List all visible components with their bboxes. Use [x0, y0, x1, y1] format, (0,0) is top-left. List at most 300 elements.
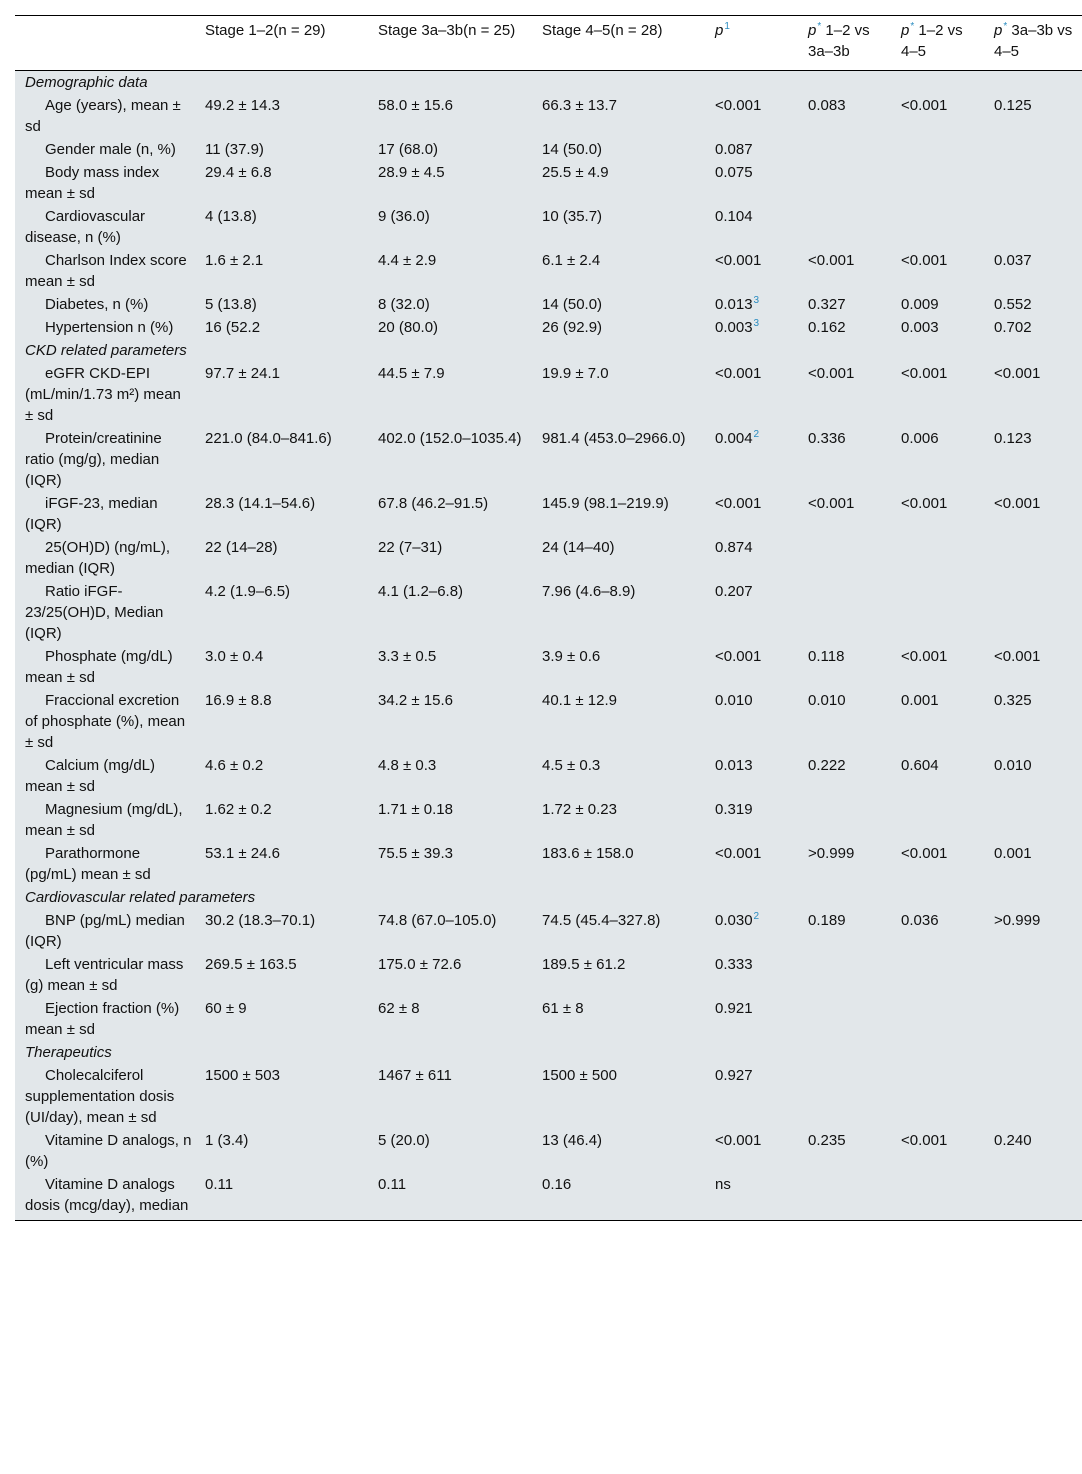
p-value-cell: [709, 953, 802, 997]
p-symbol: p: [715, 22, 724, 39]
cell-value: 0.604: [901, 757, 939, 774]
p-1-2-vs-3a-3b-cell: [802, 1064, 895, 1129]
row-label-text: Magnesium (mg/dL), mean ± sd: [25, 801, 183, 839]
cell-value: 66.3 ± 13.7: [542, 97, 617, 114]
footnote-marker: 2: [753, 429, 760, 440]
cell-value: 13 (46.4): [542, 1132, 603, 1149]
stage-3a-3b-cell: [372, 161, 536, 205]
row-label-text: Charlson Index score mean ± sd: [25, 252, 187, 290]
stage-1-2-cell: [199, 205, 372, 249]
table-row: [15, 689, 1082, 754]
cell-value: 0.013: [715, 296, 753, 313]
stage-1-2-cell: [199, 249, 372, 293]
cell-value: 25.5 ± 4.9: [542, 164, 609, 181]
p-1-2-vs-4-5-cell: [895, 909, 988, 953]
stage-4-5-cell: [536, 536, 709, 580]
cell-value: 53.1 ± 24.6: [205, 845, 280, 862]
row-label-text: Left ventricular mass (g) mean ± sd: [25, 956, 184, 994]
p-1-2-vs-4-5-cell: [895, 536, 988, 580]
cell-value: 17 (68.0): [378, 141, 439, 158]
p-1-2-vs-3a-3b-cell: [802, 138, 895, 161]
stage-3a-3b-cell: [372, 293, 536, 316]
p-1-2-vs-4-5-cell: [895, 249, 988, 293]
p-1-2-vs-3a-3b-cell: [802, 997, 895, 1041]
stage-4-5-cell: [536, 953, 709, 997]
stage-1-2-cell: [199, 427, 372, 492]
p-1-2-vs-3a-3b-cell: [802, 316, 895, 339]
stage-1-2-cell: [199, 1064, 372, 1129]
table-row: [15, 138, 1082, 161]
row-label-text: Vitamine D analogs, n (%): [25, 1132, 192, 1170]
cell-value: 0.118: [808, 648, 845, 665]
cell-value: 1.62 ± 0.2: [205, 801, 272, 818]
cell-value: 0.030: [715, 912, 753, 929]
p-value-cell: [709, 1173, 802, 1221]
p-1-2-vs-4-5-cell: [895, 689, 988, 754]
p-3a-3b-vs-4-5-cell: [988, 997, 1082, 1041]
cell-value: <0.001: [715, 495, 762, 512]
stage-3a-3b-cell: [372, 754, 536, 798]
stage-3a-3b-cell: [372, 580, 536, 645]
p-1-2-vs-4-5-cell: [895, 205, 988, 249]
p-value-cell: [709, 249, 802, 293]
row-label-text: Vitamine D analogs dosis (mcg/day), median: [25, 1176, 189, 1214]
stage-1-2-cell: [199, 138, 372, 161]
p-symbol: p: [994, 22, 1003, 39]
cell-value: 0.003: [715, 319, 753, 336]
cell-value: 4.1 (1.2–6.8): [378, 583, 464, 600]
p-3a-3b-vs-4-5-cell: [988, 249, 1082, 293]
stage-3a-3b-cell: [372, 249, 536, 293]
stage-1-2-cell: [199, 1129, 372, 1173]
row-label-text: 25(OH)D) (ng/mL), median (IQR): [25, 539, 171, 577]
column-header-text: Stage 3a–3b(n = 25): [378, 22, 516, 39]
cell-value: 4.5 ± 0.3: [542, 757, 601, 774]
cell-value: 0.325: [994, 692, 1032, 709]
cell-value: 183.6 ± 158.0: [542, 845, 634, 862]
cell-value: 0.010: [808, 692, 846, 709]
p-value-cell: [709, 997, 802, 1041]
cell-value: 0.552: [994, 296, 1032, 313]
p-3a-3b-vs-4-5-cell: [988, 1173, 1082, 1221]
footnote-marker: 2: [753, 911, 760, 922]
cell-value: 11 (37.9): [205, 141, 264, 158]
stage-3a-3b-cell: [372, 798, 536, 842]
row-label: [15, 997, 199, 1041]
row-label: [15, 645, 199, 689]
cell-value: 0.702: [994, 319, 1032, 336]
column-header-1: [199, 16, 372, 71]
cell-value: 60 ± 9: [205, 1000, 247, 1017]
column-header-5: [802, 16, 895, 71]
cell-value: 0.189: [808, 912, 846, 929]
p-3a-3b-vs-4-5-cell: [988, 689, 1082, 754]
cell-value: 14 (50.0): [542, 296, 603, 313]
cell-value: 26 (92.9): [542, 319, 603, 336]
p-3a-3b-vs-4-5-cell: [988, 580, 1082, 645]
cell-value: 0.123: [994, 430, 1032, 447]
p-value-cell: [709, 798, 802, 842]
cell-value: 16 (52.2: [205, 319, 261, 336]
row-label-text: Calcium (mg/dL) mean ± sd: [25, 757, 156, 795]
p-value-cell: [709, 427, 802, 492]
row-label: [15, 580, 199, 645]
p-1-2-vs-3a-3b-cell: [802, 798, 895, 842]
cell-value: <0.001: [715, 365, 762, 382]
stage-4-5-cell: [536, 580, 709, 645]
p-1-2-vs-3a-3b-cell: [802, 754, 895, 798]
stage-4-5-cell: [536, 1173, 709, 1221]
row-label: [15, 1173, 199, 1221]
cell-value: 221.0 (84.0–841.6): [205, 430, 332, 447]
cell-value: 4.6 ± 0.2: [205, 757, 264, 774]
cell-value: 67.8 (46.2–91.5): [378, 495, 489, 512]
cell-value: >0.999: [808, 845, 855, 862]
cell-value: <0.001: [901, 648, 948, 665]
p-3a-3b-vs-4-5-cell: [988, 842, 1082, 886]
stage-4-5-cell: [536, 645, 709, 689]
footnote-marker: *: [1003, 21, 1008, 32]
cell-value: 0.001: [994, 845, 1032, 862]
stage-4-5-cell: [536, 293, 709, 316]
cell-value: 0.319: [715, 801, 753, 818]
section-heading: Cardiovascular related parameters: [25, 889, 256, 906]
stage-4-5-cell: [536, 1064, 709, 1129]
table-row: [15, 1129, 1082, 1173]
cell-value: 0.336: [808, 430, 846, 447]
stage-4-5-cell: [536, 997, 709, 1041]
stage-1-2-cell: [199, 316, 372, 339]
stage-3a-3b-cell: [372, 645, 536, 689]
cell-value: 0.240: [994, 1132, 1032, 1149]
stage-3a-3b-cell: [372, 362, 536, 427]
cell-value: 34.2 ± 15.6: [378, 692, 453, 709]
stage-3a-3b-cell: [372, 94, 536, 138]
row-label-text: Parathormone (pg/mL) mean ± sd: [25, 845, 151, 883]
cell-value: 28.9 ± 4.5: [378, 164, 445, 181]
p-1-2-vs-4-5-cell: [895, 645, 988, 689]
p-3a-3b-vs-4-5-cell: [988, 362, 1082, 427]
results-table: [15, 15, 1082, 1221]
cell-value: 0.003: [901, 319, 939, 336]
p-value-cell: [709, 362, 802, 427]
p-1-2-vs-4-5-cell: [895, 1173, 988, 1221]
table-row: [15, 161, 1082, 205]
stage-1-2-cell: [199, 997, 372, 1041]
stage-3a-3b-cell: [372, 689, 536, 754]
cell-value: 0.087: [715, 141, 753, 158]
p-1-2-vs-3a-3b-cell: [802, 909, 895, 953]
stage-3a-3b-cell: [372, 953, 536, 997]
p-value-cell: [709, 689, 802, 754]
cell-value: 7.96 (4.6–8.9): [542, 583, 636, 600]
column-header-7: [988, 16, 1082, 71]
cell-value: 0.004: [715, 430, 753, 447]
p-1-2-vs-3a-3b-cell: [802, 94, 895, 138]
p-value-cell: [709, 1064, 802, 1129]
p-3a-3b-vs-4-5-cell: [988, 536, 1082, 580]
stage-1-2-cell: [199, 754, 372, 798]
cell-value: 981.4 (453.0–2966.0): [542, 430, 686, 447]
cell-value: 1.71 ± 0.18: [378, 801, 453, 818]
table-row: [15, 997, 1082, 1041]
row-label-text: Ejection fraction (%) mean ± sd: [25, 1000, 180, 1038]
cell-value: 0.11: [205, 1176, 234, 1193]
row-label-text: Body mass index mean ± sd: [25, 164, 160, 202]
p-3a-3b-vs-4-5-cell: [988, 94, 1082, 138]
p-1-2-vs-4-5-cell: [895, 293, 988, 316]
p-value-cell: [709, 138, 802, 161]
cell-value: 10 (35.7): [542, 208, 603, 225]
cell-value: 269.5 ± 163.5: [205, 956, 297, 973]
cell-value: 3.0 ± 0.4: [205, 648, 264, 665]
table-row: [15, 316, 1082, 339]
p-1-2-vs-3a-3b-cell: [802, 427, 895, 492]
table-row: [15, 205, 1082, 249]
p-value-cell: [709, 94, 802, 138]
cell-value: 1500 ± 500: [542, 1067, 617, 1084]
cell-value: <0.001: [715, 97, 762, 114]
cell-value: 0.125: [994, 97, 1032, 114]
p-value-cell: [709, 645, 802, 689]
stage-4-5-cell: [536, 362, 709, 427]
cell-value: 28.3 (14.1–54.6): [205, 495, 316, 512]
table-row: [15, 754, 1082, 798]
p-1-2-vs-4-5-cell: [895, 492, 988, 536]
p-1-2-vs-3a-3b-cell: [802, 492, 895, 536]
cell-value: 6.1 ± 2.4: [542, 252, 601, 269]
p-symbol: p: [901, 22, 910, 39]
row-label: [15, 205, 199, 249]
cell-value: <0.001: [901, 495, 948, 512]
row-label-text: iFGF-23, median (IQR): [25, 495, 158, 533]
row-label: [15, 362, 199, 427]
stage-4-5-cell: [536, 798, 709, 842]
p-3a-3b-vs-4-5-cell: [988, 645, 1082, 689]
column-header-text: 1–2 vs 4–5: [901, 22, 963, 60]
table-row: [15, 362, 1082, 427]
row-label: [15, 138, 199, 161]
p-value-cell: [709, 536, 802, 580]
p-3a-3b-vs-4-5-cell: [988, 316, 1082, 339]
stage-4-5-cell: [536, 94, 709, 138]
cell-value: 0.001: [901, 692, 939, 709]
p-value-cell: [709, 316, 802, 339]
cell-value: 1500 ± 503: [205, 1067, 280, 1084]
stage-1-2-cell: [199, 798, 372, 842]
row-label: [15, 249, 199, 293]
stage-1-2-cell: [199, 580, 372, 645]
footnote-marker: 1: [724, 21, 730, 32]
cell-value: 4.2 (1.9–6.5): [205, 583, 291, 600]
table-row: [15, 645, 1082, 689]
cell-value: 0.083: [808, 97, 846, 114]
p-3a-3b-vs-4-5-cell: [988, 953, 1082, 997]
p-1-2-vs-3a-3b-cell: [802, 842, 895, 886]
cell-value: 0.874: [715, 539, 753, 556]
stage-1-2-cell: [199, 536, 372, 580]
row-label: [15, 754, 199, 798]
p-1-2-vs-4-5-cell: [895, 842, 988, 886]
stage-3a-3b-cell: [372, 492, 536, 536]
p-1-2-vs-3a-3b-cell: [802, 205, 895, 249]
cell-value: 75.5 ± 39.3: [378, 845, 453, 862]
footnote-marker: *: [910, 21, 915, 32]
cell-value: <0.001: [901, 252, 948, 269]
cell-value: <0.001: [901, 97, 948, 114]
p-value-cell: [709, 842, 802, 886]
cell-value: 40.1 ± 12.9: [542, 692, 617, 709]
cell-value: 3.3 ± 0.5: [378, 648, 437, 665]
p-1-2-vs-4-5-cell: [895, 427, 988, 492]
p-1-2-vs-4-5-cell: [895, 997, 988, 1041]
stage-3a-3b-cell: [372, 1129, 536, 1173]
p-value-cell: [709, 205, 802, 249]
cell-value: 145.9 (98.1–219.9): [542, 495, 669, 512]
cell-value: 5 (13.8): [205, 296, 257, 313]
cell-value: 58.0 ± 15.6: [378, 97, 453, 114]
row-label: [15, 842, 199, 886]
column-header-0: [15, 16, 199, 71]
stage-1-2-cell: [199, 1173, 372, 1221]
cell-value: <0.001: [715, 648, 762, 665]
cell-value: 0.333: [715, 956, 753, 973]
column-header-text: Stage 4–5(n = 28): [542, 22, 663, 39]
table-row: [15, 427, 1082, 492]
cell-value: 61 ± 8: [542, 1000, 584, 1017]
row-label: [15, 293, 199, 316]
stage-4-5-cell: [536, 316, 709, 339]
p-value-cell: [709, 161, 802, 205]
row-label-text: Cardiovascular disease, n (%): [25, 208, 146, 246]
p-1-2-vs-3a-3b-cell: [802, 293, 895, 316]
cell-value: 1.6 ± 2.1: [205, 252, 264, 269]
stage-3a-3b-cell: [372, 536, 536, 580]
table-row: [15, 492, 1082, 536]
p-value-cell: [709, 580, 802, 645]
cell-value: <0.001: [901, 1132, 948, 1149]
footnote-marker: *: [817, 21, 822, 32]
cell-value: <0.001: [808, 252, 855, 269]
cell-value: 0.921: [715, 1000, 753, 1017]
section-heading: Therapeutics: [25, 1044, 112, 1061]
stage-4-5-cell: [536, 161, 709, 205]
footnote-marker: 3: [753, 295, 760, 306]
table-row: [15, 293, 1082, 316]
stage-1-2-cell: [199, 161, 372, 205]
cell-value: <0.001: [994, 495, 1041, 512]
cell-value: 19.9 ± 7.0: [542, 365, 609, 382]
table-row: [15, 909, 1082, 953]
row-label-text: Diabetes, n (%): [45, 296, 149, 313]
cell-value: 4.8 ± 0.3: [378, 757, 437, 774]
footnote-marker: 3: [753, 318, 760, 329]
section-heading: Demographic data: [25, 74, 148, 91]
cell-value: <0.001: [901, 365, 948, 382]
section-heading: CKD related parameters: [25, 342, 187, 359]
stage-4-5-cell: [536, 909, 709, 953]
column-header-2: [372, 16, 536, 71]
p-3a-3b-vs-4-5-cell: [988, 798, 1082, 842]
cell-value: 0.235: [808, 1132, 846, 1149]
cell-value: >0.999: [994, 912, 1041, 929]
table-row: [15, 953, 1082, 997]
p-value-cell: [709, 1129, 802, 1173]
p-1-2-vs-3a-3b-cell: [802, 536, 895, 580]
stage-4-5-cell: [536, 205, 709, 249]
cell-value: 30.2 (18.3–70.1): [205, 912, 316, 929]
cell-value: 0.036: [901, 912, 939, 929]
p-1-2-vs-4-5-cell: [895, 362, 988, 427]
cell-value: 9 (36.0): [378, 208, 430, 225]
stage-1-2-cell: [199, 689, 372, 754]
row-label: [15, 492, 199, 536]
cell-value: <0.001: [808, 365, 855, 382]
section-row: [15, 71, 1082, 95]
p-3a-3b-vs-4-5-cell: [988, 754, 1082, 798]
row-label-text: Fraccional excretion of phosphate (%), mean ± sd: [25, 692, 186, 751]
table-header-row: [15, 16, 1082, 71]
p-1-2-vs-3a-3b-cell: [802, 362, 895, 427]
column-header-text: 3a–3b vs 4–5: [994, 22, 1073, 60]
stage-4-5-cell: [536, 138, 709, 161]
p-3a-3b-vs-4-5-cell: [988, 1129, 1082, 1173]
stage-3a-3b-cell: [372, 427, 536, 492]
p-1-2-vs-3a-3b-cell: [802, 249, 895, 293]
p-1-2-vs-3a-3b-cell: [802, 1129, 895, 1173]
row-label-text: eGFR CKD-EPI (mL/min/1.73 m²) mean ± sd: [25, 365, 181, 424]
stage-4-5-cell: [536, 842, 709, 886]
row-label-text: Cholecalciferol supplementation dosis (UI/day), mean ± sd: [25, 1067, 175, 1126]
cell-value: 5 (20.0): [378, 1132, 430, 1149]
cell-value: 16.9 ± 8.8: [205, 692, 272, 709]
column-header-3: [536, 16, 709, 71]
cell-value: 49.2 ± 14.3: [205, 97, 280, 114]
p-3a-3b-vs-4-5-cell: [988, 205, 1082, 249]
row-label: [15, 689, 199, 754]
row-label-text: Hypertension n (%): [45, 319, 174, 336]
cell-value: 0.013: [715, 757, 753, 774]
cell-value: 189.5 ± 61.2: [542, 956, 626, 973]
cell-value: 74.8 (67.0–105.0): [378, 912, 497, 929]
stage-1-2-cell: [199, 842, 372, 886]
stage-1-2-cell: [199, 362, 372, 427]
stage-3a-3b-cell: [372, 909, 536, 953]
row-label-text: Phosphate (mg/dL) mean ± sd: [25, 648, 173, 686]
row-label-text: BNP (pg/mL) median (IQR): [25, 912, 185, 950]
cell-value: 0.010: [715, 692, 753, 709]
cell-value: 1 (3.4): [205, 1132, 249, 1149]
stage-3a-3b-cell: [372, 205, 536, 249]
p-1-2-vs-4-5-cell: [895, 580, 988, 645]
stage-3a-3b-cell: [372, 138, 536, 161]
p-1-2-vs-4-5-cell: [895, 316, 988, 339]
p-1-2-vs-4-5-cell: [895, 1064, 988, 1129]
row-label-text: Protein/creatinine ratio (mg/g), median (IQR): [25, 430, 162, 489]
table-row: [15, 536, 1082, 580]
p-value-cell: [709, 492, 802, 536]
stage-1-2-cell: [199, 909, 372, 953]
cell-value: <0.001: [994, 365, 1041, 382]
cell-value: 3.9 ± 0.6: [542, 648, 601, 665]
p-1-2-vs-4-5-cell: [895, 161, 988, 205]
table-row: [15, 1064, 1082, 1129]
row-label: [15, 316, 199, 339]
cell-value: 0.010: [994, 757, 1032, 774]
p-1-2-vs-3a-3b-cell: [802, 580, 895, 645]
p-1-2-vs-4-5-cell: [895, 953, 988, 997]
cell-value: <0.001: [715, 1132, 762, 1149]
